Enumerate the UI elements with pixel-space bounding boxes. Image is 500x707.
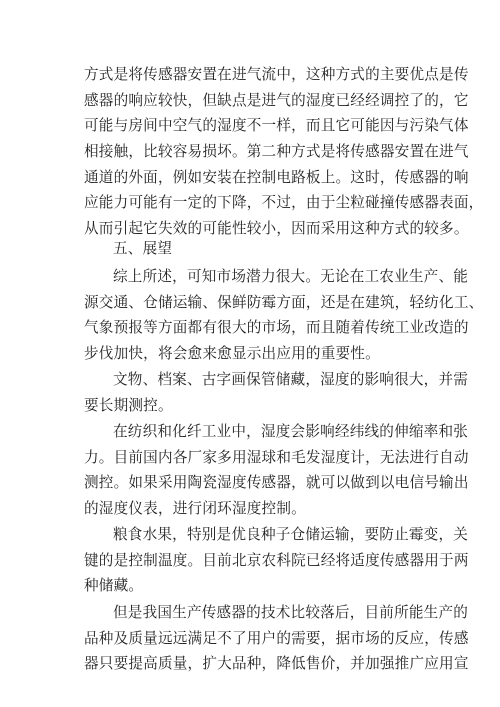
text-line: 感器的响应较快，但缺点是进气的湿度已经经调控了的，它 [84,91,469,109]
text-line: 通道的外面，例如安装在控制电路板上。这时，传感器的响 [84,168,469,186]
paragraph-grain-storage [84,522,469,599]
text-line: 器只要提高质量，扩大品种，降低售价，并加强推广应用宣 [84,655,469,673]
text-line: 粮食水果，特别是优良种子仓储运输，要防止霉变，关 [113,526,469,543]
paragraph-cultural-relics [84,367,469,418]
text-line: 力。目前国内各厂家多用湿球和毛发湿度计，无法进行自动 [84,448,469,466]
text-line: 相接触，比较容易损坏。第二种方式是将传感器安置在进气 [84,143,469,161]
text-line: 在纺织和化纤工业中，湿度会影响经纬线的伸缩率和张 [113,423,469,440]
text-line: 键的是控制温度。目前北京农科院已经将适度传感器用于两 [84,551,469,569]
text-line: 文物、档案、古字画保管储藏，湿度的影响很大，并需 [113,371,469,388]
paragraph-domestic-technology [84,600,469,677]
text-line: 综上所述，可知市场潜力很大。无论在工农业生产、能 [113,268,469,285]
text-line: 但是我国生产传感器的技术比较落后，目前所能生产的 [113,604,469,621]
text-line: 气象预报等方面都有很大的市场，而且随着传统工业改造的 [84,319,469,337]
paragraph-textile-industry [84,419,469,522]
text-line: 品种及质量远远满足不了用户的需要，据市场的反应，传感 [84,629,469,647]
text-line: 测控。如果采用陶瓷湿度传感器，就可以做到以电信号输出 [84,474,469,492]
text-line: 的湿度仪表，进行闭环湿度控制。 [84,500,306,518]
text-line: 要长期测控。 [84,396,173,414]
text-line: 种储藏。 [84,577,144,595]
text-line: 方式是将传感器安置在进气流中，这种方式的主要优点是传 [84,66,469,83]
text-line: 步伐加快，将会愈来愈显示出应用的重要性。 [84,345,380,363]
text-line: 源交通、仓储运输、保鲜防霉方面，还是在建筑，轻纺化工、 [84,293,484,311]
paragraph-sensor-placement [84,62,484,242]
heading-text: 五、展望 [113,240,173,257]
paragraph-market-potential [84,264,484,367]
section-heading [84,236,432,262]
text-line: 可能与房间中空气的湿度不一样，而且它可能因与污染气体 [84,117,469,135]
text-line: 应能力可能有一定的下降，不过，由于尘粒碰撞传感器表面， [84,194,484,212]
text-line: 从而引起它失效的可能性较小，因而采用这种方式的较多。 [84,220,469,238]
